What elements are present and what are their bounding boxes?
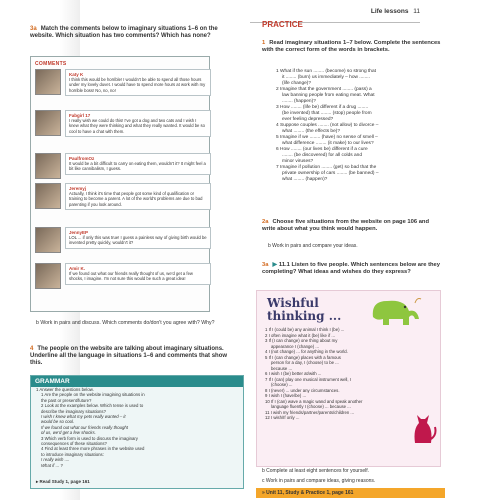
- practice-3a: [262, 262, 442, 276]
- list-item: 4 Suppose couples ........ (not allow) to divorce –: [276, 123, 379, 128]
- list-item: law banning people from eating meat. What: [282, 93, 375, 98]
- header-page-number: 11: [413, 8, 420, 15]
- comment-author: Jeremyj: [69, 186, 87, 191]
- list-item: (choose) ...: [271, 382, 293, 387]
- list-item: minor viruses?: [282, 159, 314, 164]
- comment-text: LOL ... if only this was true! I guess a painless way of giving birth would be invented pretty quickly, wouldn't it?: [69, 235, 207, 246]
- comment-text: Actually, I think it's time that people got some kind of qualification or training to become a parent. A lot of the world's problems are due to bad parenting if you look around.: [69, 191, 203, 207]
- exercise-3a: [30, 26, 240, 40]
- wishful-list: [265, 327, 437, 421]
- avatar: [35, 227, 61, 253]
- list-item: what difference ........ (it make) to our lives?: [282, 141, 374, 146]
- list-item: private ownership of cars ........ (be banned) –: [282, 171, 379, 176]
- list-item: 3 How ........ (life be) different if a drug ........: [276, 105, 369, 110]
- list-item: appearance I (change) ...: [271, 343, 320, 349]
- list-item: 4 Find at least three more phrases in the website used: [41, 446, 145, 452]
- list-item: 6 How ........ (our lives be) different if a cure: [276, 147, 368, 152]
- comment-text: It would be a bit difficult to carry on eating them, wouldn't it? It might feel a bit like cannibalism, I guess.: [69, 161, 206, 172]
- list-item: If we found out what our friends really thought: [41, 424, 128, 430]
- list-item: language fluently I (choose) ... because ...: [271, 404, 351, 409]
- comment-author: PaulfromOz: [69, 156, 95, 161]
- list-item: 4 I (not change) ... for anything in the world.: [265, 349, 348, 354]
- elephant-icon: [365, 295, 425, 329]
- list-item: to introduce imaginary situations:: [41, 451, 104, 457]
- exercise-instruction: Read imaginary situations 1–7 below. Complete the sentences with the correct form of the words in brackets.: [262, 40, 441, 53]
- comment-author: Fabgirl 17: [69, 113, 91, 118]
- list-item: would be so cool.: [41, 419, 75, 425]
- list-item: because ...: [271, 365, 293, 371]
- list-item: 10 If I (can) wave a magic wand and speak another: [265, 398, 363, 404]
- list-item: of us, we'd get a few shocks.: [41, 430, 96, 436]
- practice-heading: PRACTICE: [262, 20, 303, 29]
- exercise-instruction: 11.1 Listen to five people. Which sentences below are they completing? What ideas and wishes do they express?: [262, 262, 440, 275]
- grammar-title: GRAMMAR: [31, 376, 243, 387]
- list-item: 2 Look at the examples below. Which tense is used to: [41, 403, 144, 409]
- list-item: 7 If I (can) play one musical instrument well, I: [265, 376, 351, 382]
- exercise-3b: b Work in pairs and discuss. Which comments do/don't you agree with? Why?: [36, 320, 215, 326]
- list-item: 2 Imagine that the government ........ (pass) a: [276, 87, 372, 92]
- list-item: 3 If (I can change) one thing about my: [265, 338, 338, 343]
- list-item: 11 I wish my friends/partner/parents/children ...: [265, 409, 355, 415]
- practice-3b: b Complete at least eight sentences for yourself.: [262, 468, 370, 474]
- practice-1-instruction: [262, 40, 442, 54]
- list-item: (life change)?: [282, 81, 312, 86]
- list-item: 1 Are the people on the website imagining situations in: [41, 392, 145, 398]
- list-item: 9 I wish I (have/be) ...: [265, 393, 307, 398]
- list-item: 2 I often imagine what it (be) like if ...: [265, 332, 335, 338]
- list-item: what ........ (the effects be)?: [282, 129, 341, 134]
- list-item: 5 If I (can change) places with a famous: [265, 354, 341, 360]
- comment-text: I think this would be horrible! I wouldn't be able to spend all those hours under my lovely duvet. I would have to spend more hours at work with my horrible boss! No, no, no!: [69, 77, 206, 93]
- comment-author: Katy K: [69, 72, 84, 77]
- wishful-title: Wishful thinking ...: [267, 296, 342, 323]
- exercise-number: 3a: [30, 26, 37, 32]
- list-item: 1 What if the sun ........ (become) so strong that: [276, 69, 376, 74]
- list-item: 1 If I (could be) any animal I think I (be) ...: [265, 327, 345, 332]
- avatar: [35, 69, 61, 95]
- list-item: 12 I wish/If only ...: [265, 415, 300, 420]
- exercise-instruction: Match the comments below to imaginary situations 1–6 on the website. Which situation has two comments? Which has none?: [30, 26, 218, 40]
- avatar: [35, 153, 61, 179]
- practice-2b: b Work in pairs and compare your ideas.: [268, 243, 358, 249]
- list-item: What if ... ?: [41, 462, 63, 468]
- list-item: describe the imaginary situations?: [41, 408, 106, 414]
- list-item: 7 Imagine if pollution ........ (get) so bad that the: [276, 165, 377, 170]
- list-item: ........ (happen)?: [282, 99, 316, 104]
- comment-author: Amir K.: [69, 266, 86, 271]
- practice-3c: c Work in pairs and compare ideas, giving reasons.: [262, 478, 376, 484]
- comment-text: If we found out what our friends really thought of us, we'd get a few shocks, I imagine. I'm not sure this would be such a great idea!: [69, 271, 193, 282]
- comment-text: I really wish we could do this! I've got a dog and two cats and I wish I knew what they were thinking and what they really wanted. It would be so cool to have a chat with them.: [69, 118, 205, 134]
- avatar: [35, 183, 61, 209]
- comments-panel: [30, 56, 210, 312]
- comment-author: JennyEP: [69, 230, 89, 235]
- exercise-4: [30, 346, 240, 368]
- exercise-number: 4: [30, 346, 34, 352]
- list-item: person for a day, I (choose) to be ...: [271, 360, 339, 365]
- study-practice-banner: » Unit 11, Study & Practice 1, page 161: [256, 488, 445, 498]
- audio-icon: ▶: [272, 262, 277, 268]
- avatar: [35, 263, 61, 289]
- list-item: 1 Answer the questions below.: [36, 387, 94, 392]
- list-item: what ........ (happen)?: [282, 177, 328, 182]
- list-item: ever feeling depressed?: [282, 117, 334, 122]
- list-item: consequences of these situations?: [41, 441, 107, 447]
- grammar-box: [30, 375, 244, 489]
- list-item: the past or present/future?: [41, 397, 92, 403]
- list-item: I really wish ....: [41, 457, 70, 463]
- header-title: Life lessons: [370, 8, 409, 15]
- list-item: 3 Which verb form is used to discuss the imaginary: [41, 435, 138, 441]
- avatar: [35, 110, 61, 136]
- list-item: 6 I wish I (be) better at/with ...: [265, 371, 322, 376]
- list-item: 5 Imagine if we ........ (have) no sense of smell –: [276, 135, 378, 140]
- list-item: 8 I (never) ... under any circumstances.: [265, 387, 340, 393]
- exercise-instruction: Choose five situations from the website on page 106 and write about what you think would happen.: [262, 219, 430, 232]
- list-item: (be invented) that ........ (stop) people from: [282, 111, 372, 116]
- wishful-thinking-box: [256, 290, 441, 467]
- list-item: I wish I knew what my pets really wanted – it: [41, 414, 126, 420]
- grammar-footer-text: Read Study 1, page 161: [39, 479, 90, 484]
- exercise-instruction: The people on the website are talking about imaginary situations. Underline all the language in situations 1–6 and comments that show this.: [30, 346, 228, 367]
- list-item: ........ (be discovered) for all colds and: [282, 153, 362, 158]
- exercise-number: 2a: [262, 219, 269, 225]
- book-icon: ▸: [36, 479, 39, 484]
- practice-2a: [262, 219, 442, 233]
- grammar-questions: [31, 387, 243, 468]
- practice-1-list: [276, 69, 444, 183]
- grammar-footer: [36, 479, 90, 485]
- exercise-number: 1: [262, 40, 266, 46]
- exercise-number: 3a: [262, 262, 269, 268]
- list-item: it ........ (burn) us immediately – how ........: [282, 75, 370, 80]
- comments-title: COMMENTS: [35, 61, 67, 67]
